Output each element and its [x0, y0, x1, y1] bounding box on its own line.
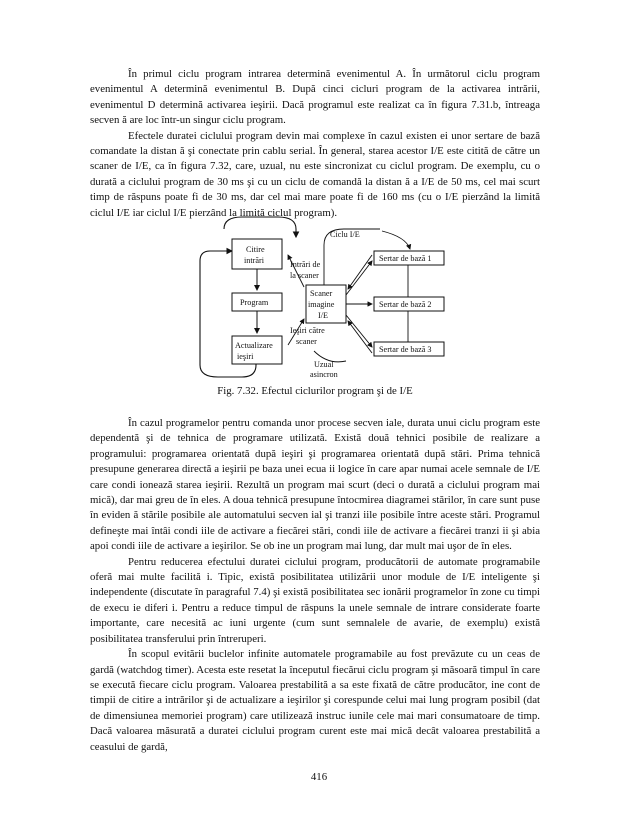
figure-caption: Fig. 7.32. Efectul ciclurilor program şi de I/E: [217, 385, 413, 397]
paragraph: În scopul evitării buclelor infinite automatele programabile au fost prevăzute cu un ceas de gardă (watchdog timer). Acesta este resetat la începutul fiecărui ciclu program şi măsoară timpul în care se execută fiecare ciclu program. Valoarea prestabilită a sa este fixată de către producător, ine cont de timpii de citire a intrărilor şi de actualizare a ieşirilor şi corespunde celui mai lung program posibil (dat de dimensiunea memoriei program) care utilizează instruc iunile cele mai mari consumatoare de timp. Dacă valoarea măsurată a duratei ciclului program curent este mai mică decât valoarea prestabilită a ceasului de gardă,: [90, 648, 540, 753]
paragraph: Pentru reducerea efectului duratei ciclului program, producătorii de automate programabile oferă mai multe facilită i. Tipic, există posibilitatea utilizării unor module de I/E inteligente şi independente (discutate în paragraful 7.4) şi există posibilitatea sec ionării programelor în zone cu timpi de execu ie diferi i. Pentru a reduce timpul de răspuns la unele semnale de intrare considerate foarte importante, care necesită ac iuni urgente (cum sunt semnalele de avarie, de exemplu) există posibilitatea transferului prin întreruperi.: [90, 555, 540, 645]
page-number: 416: [310, 771, 328, 783]
scanner-label-3: I/E: [318, 311, 329, 320]
program-label: Program: [240, 298, 269, 307]
scanner-label-2: imagine: [308, 300, 335, 309]
outputs-to-scanner-label-2: scaner: [296, 337, 317, 346]
inputs-from-scanner-label-2: la scaner: [290, 271, 319, 280]
cycle-loop-top-line: [224, 217, 296, 237]
text-block-top: [90, 67, 540, 221]
paragraph: Efectele duratei ciclului program devin mai complexe în cazul existen ei unor sertare de bază comandate la distan ă şi conectate prin cablu serial. În general, starea acestor I/E este citită de către un scaner de I/E, ca în figura 7.32, care, uzual, nu este sincronizat cu ciclul program. De exemplu, cu o durată a ciclului program de 30 ms şi cu un ciclu de comandă la distan ă a I/E de 50 ms, cel mai scurt timp de răspuns poate fi de 30 ms, dar cel mai mare poate fi de 160 ms (cu o I/E pierzând la limită ciclul I/E iar ciclul I/E pierzând la limită ciclul program).: [90, 129, 540, 219]
async-label-1: Uzual: [314, 360, 334, 369]
paragraph: În cazul programelor pentru comanda unor procese secven iale, durata unui ciclu program este dependentă şi de tehnica de programare utilizată. Există două tehnici posibile de realizare a programului: programarea orientată după ieşiri şi programarea orientată după stări. Prima tehnică presupune generarea directă a ieşirii pe baza unei ecua ii logice în care apar numai acele semnale de I/E care condi ionează starea ieşirii. Rezultă un program mai scurt (deci o durată a ciclului program mai mică), dar mai greu de în eles. A doua tehnică presupune întocmirea diagramei stărilor, în care sunt puse în eviden ă stările posibile ale automatului secven ial şi tranzi iile posibile între aceste stări. Programul defineşte mai întâi condi iile de activare a fiecărei stări, condi iile de activare a fiecărei tranzi ii şi abia apoi condi iile de activare a ieşirilor. Se ob ine un program mai lung, dar mult mai uşor de în eles.: [90, 417, 540, 553]
rack-1-label: Sertar de bază 1: [379, 254, 432, 263]
io-cycle-label: Ciclu I/E: [330, 230, 360, 239]
figure-7-32: [196, 215, 546, 385]
rack-2-label: Sertar de bază 2: [379, 300, 432, 309]
rack-3-label: Sertar de bază 3: [379, 345, 432, 354]
update-outputs-label-2: ieşiri: [237, 352, 254, 361]
scanner-label-1: Scaner: [310, 289, 333, 298]
read-inputs-label-1: Citire: [246, 245, 265, 254]
paragraph: În primul ciclu program intrarea determină evenimentul A. În următorul ciclu program evenimentul A determină evenimentul B. După cinci cicluri program de la activarea intrării, evenimentul D determină activarea ieşirii. Dacă programul este realizat ca în figura 7.31.b, întreaga secven ă are loc într-un singur ciclu program.: [90, 68, 540, 127]
outputs-to-scanner-label-1: Ieşiri către: [290, 326, 325, 335]
text-block-bottom: [90, 416, 540, 755]
update-outputs-label-1: Actualizare: [235, 341, 273, 350]
inputs-from-scanner-label-1: Intrări de: [290, 260, 321, 269]
async-label-2: asincron: [310, 370, 338, 379]
read-inputs-label-2: intrări: [244, 256, 265, 265]
figure-diagram: [196, 215, 546, 385]
